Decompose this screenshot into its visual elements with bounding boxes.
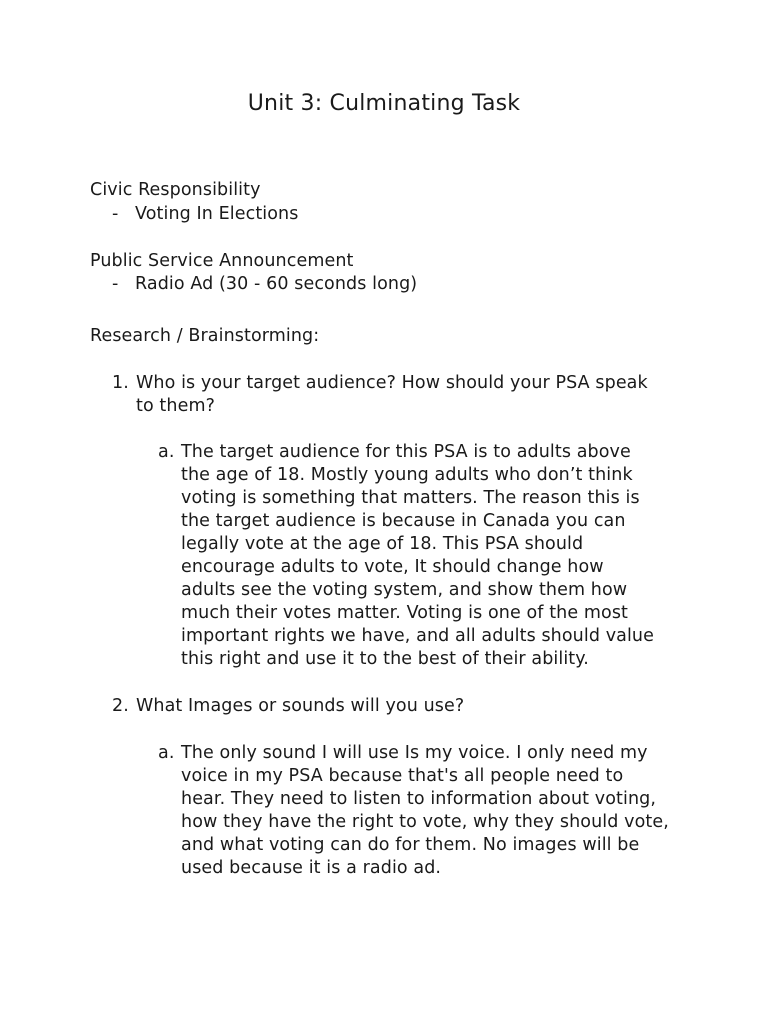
answer-line: much their votes matter. Voting is one of the most: [181, 603, 629, 623]
question-line: What Images or sounds will you use?: [136, 696, 465, 716]
question-text: [136, 372, 692, 418]
answer-line: the age of 18. Mostly young adults who don’t think: [181, 465, 633, 485]
answer-line: this right and use it to the best of their ability.: [181, 649, 589, 669]
answer-line: voting is something that matters. The reason this is: [181, 488, 640, 508]
question-line: to them?: [136, 396, 215, 416]
answer-line: encourage adults to vote, It should change how: [181, 557, 604, 577]
question-number: 1.: [112, 373, 129, 393]
answer-marker: a.: [158, 743, 175, 763]
bullet-item-radio-ad: [112, 273, 417, 296]
answer-line: hear. They need to listen to information about voting,: [181, 789, 657, 809]
question-number: 2.: [112, 696, 129, 716]
bullet-item-voting-in-elections: [112, 203, 298, 226]
dash-marker: -: [112, 274, 119, 294]
section-heading-psa: Public Service Announcement: [90, 251, 354, 271]
answer-text: [181, 441, 678, 671]
answer-text: [181, 742, 678, 880]
answer-line: legally vote at the age of 18. This PSA should: [181, 534, 584, 554]
answer-line: The target audience for this PSA is to adults above: [181, 442, 631, 462]
dash-marker: -: [112, 204, 119, 224]
bullet-item-text: Voting In Elections: [135, 204, 299, 224]
answer-line: the target audience is because in Canada you can: [181, 511, 626, 531]
question-text: [136, 695, 692, 718]
section-heading-civic-responsibility: Civic Responsibility: [90, 180, 261, 200]
research-heading: Research / Brainstorming:: [90, 326, 320, 346]
page-title: Unit 3: Culminating Task: [247, 91, 521, 116]
answer-line: adults see the voting system, and show them how: [181, 580, 628, 600]
answer-line: The only sound I will use Is my voice. I only need my: [181, 743, 648, 763]
answer-1a: [158, 441, 678, 671]
answer-line: how they have the right to vote, why they should vote,: [181, 812, 669, 832]
question-2: [112, 695, 692, 718]
bullet-item-text: Radio Ad (30 - 60 seconds long): [135, 274, 418, 294]
question-line: Who is your target audience? How should your PSA speak: [136, 373, 648, 393]
answer-line: and what voting can do for them. No images will be: [181, 835, 640, 855]
answer-line: voice in my PSA because that's all people need to: [181, 766, 624, 786]
answer-2a: [158, 742, 678, 880]
question-1: [112, 372, 692, 418]
answer-line: used because it is a radio ad.: [181, 858, 442, 878]
answer-marker: a.: [158, 442, 175, 462]
answer-line: important rights we have, and all adults should value: [181, 626, 654, 646]
